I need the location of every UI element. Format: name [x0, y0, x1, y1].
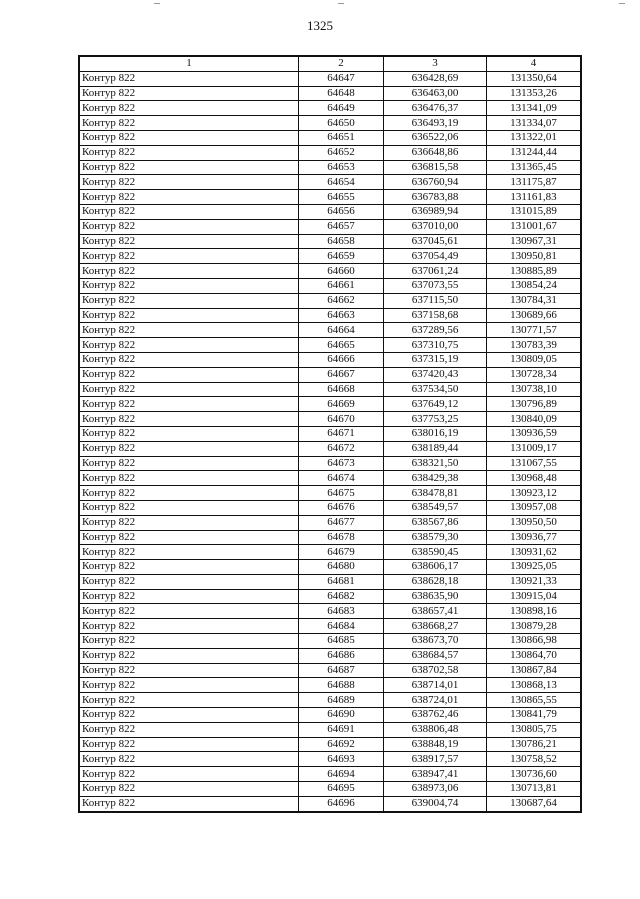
y-coordinate-cell: 131161,83: [487, 190, 582, 205]
table-row: [79, 796, 581, 811]
x-coordinate-cell: 637420,43: [384, 367, 487, 382]
contour-name-cell: Контур 822: [79, 338, 299, 353]
y-coordinate-cell: 130786,21: [487, 737, 582, 752]
y-coordinate-cell: 130805,75: [487, 722, 582, 737]
contour-name-cell: Контур 822: [79, 249, 299, 264]
y-coordinate-cell: 131365,45: [487, 160, 582, 175]
point-number-cell: 64667: [299, 367, 384, 382]
contour-name-cell: Контур 822: [79, 352, 299, 367]
contour-name-cell: Контур 822: [79, 708, 299, 723]
contour-name-cell: Контур 822: [79, 515, 299, 530]
y-coordinate-cell: 131322,01: [487, 130, 582, 145]
x-coordinate-cell: 638321,50: [384, 456, 487, 471]
contour-name-cell: Контур 822: [79, 101, 299, 116]
contour-name-cell: Контур 822: [79, 160, 299, 175]
x-coordinate-cell: 636989,94: [384, 204, 487, 219]
scan-mark: [338, 3, 344, 4]
column-header-4: 4: [487, 56, 582, 71]
y-coordinate-cell: 131015,89: [487, 204, 582, 219]
point-number-cell: 64676: [299, 500, 384, 515]
point-number-cell: 64685: [299, 634, 384, 649]
x-coordinate-cell: 638189,44: [384, 441, 487, 456]
x-coordinate-cell: 638579,30: [384, 530, 487, 545]
y-coordinate-cell: 130885,89: [487, 264, 582, 279]
table-row: [79, 560, 581, 575]
x-coordinate-cell: 637753,25: [384, 412, 487, 427]
x-coordinate-cell: 636783,88: [384, 190, 487, 205]
y-coordinate-cell: 131009,17: [487, 441, 582, 456]
y-coordinate-cell: 130771,57: [487, 323, 582, 338]
contour-name-cell: Контур 822: [79, 175, 299, 190]
table-row: [79, 145, 581, 160]
point-number-cell: 64672: [299, 441, 384, 456]
x-coordinate-cell: 638628,18: [384, 574, 487, 589]
contour-name-cell: Контур 822: [79, 456, 299, 471]
y-coordinate-cell: 130841,79: [487, 708, 582, 723]
point-number-cell: 64650: [299, 116, 384, 131]
x-coordinate-cell: 638973,06: [384, 782, 487, 797]
y-coordinate-cell: 130784,31: [487, 293, 582, 308]
point-number-cell: 64674: [299, 471, 384, 486]
point-number-cell: 64695: [299, 782, 384, 797]
point-number-cell: 64658: [299, 234, 384, 249]
table-row: [79, 367, 581, 382]
table-row: [79, 782, 581, 797]
contour-name-cell: Контур 822: [79, 278, 299, 293]
point-number-cell: 64673: [299, 456, 384, 471]
contour-name-cell: Контур 822: [79, 190, 299, 205]
table-header-row: [79, 56, 581, 71]
contour-name-cell: Контур 822: [79, 86, 299, 101]
x-coordinate-cell: 638549,57: [384, 500, 487, 515]
contour-name-cell: Контур 822: [79, 767, 299, 782]
y-coordinate-cell: 130936,59: [487, 426, 582, 441]
contour-name-cell: Контур 822: [79, 367, 299, 382]
point-number-cell: 64694: [299, 767, 384, 782]
point-number-cell: 64661: [299, 278, 384, 293]
contour-name-cell: Контур 822: [79, 737, 299, 752]
contour-name-cell: Контур 822: [79, 471, 299, 486]
contour-name-cell: Контур 822: [79, 323, 299, 338]
table-row: [79, 278, 581, 293]
point-number-cell: 64680: [299, 560, 384, 575]
x-coordinate-cell: 637045,61: [384, 234, 487, 249]
point-number-cell: 64688: [299, 678, 384, 693]
point-number-cell: 64675: [299, 486, 384, 501]
x-coordinate-cell: 638714,01: [384, 678, 487, 693]
table-row: [79, 663, 581, 678]
y-coordinate-cell: 130809,05: [487, 352, 582, 367]
table-row: [79, 767, 581, 782]
x-coordinate-cell: 638673,70: [384, 634, 487, 649]
x-coordinate-cell: 637158,68: [384, 308, 487, 323]
contour-name-cell: Контур 822: [79, 130, 299, 145]
point-number-cell: 64655: [299, 190, 384, 205]
point-number-cell: 64669: [299, 397, 384, 412]
table-row: [79, 515, 581, 530]
y-coordinate-cell: 130915,04: [487, 589, 582, 604]
contour-name-cell: Контур 822: [79, 234, 299, 249]
y-coordinate-cell: 130854,24: [487, 278, 582, 293]
x-coordinate-cell: 637310,75: [384, 338, 487, 353]
x-coordinate-cell: 638635,90: [384, 589, 487, 604]
table-row: [79, 530, 581, 545]
table-row: [79, 86, 581, 101]
table-row: [79, 500, 581, 515]
point-number-cell: 64647: [299, 71, 384, 86]
contour-name-cell: Контур 822: [79, 204, 299, 219]
x-coordinate-cell: 638684,57: [384, 648, 487, 663]
contour-name-cell: Контур 822: [79, 560, 299, 575]
table-row: [79, 648, 581, 663]
table-row: [79, 619, 581, 634]
y-coordinate-cell: 131244,44: [487, 145, 582, 160]
y-coordinate-cell: 130950,81: [487, 249, 582, 264]
contour-name-cell: Контур 822: [79, 71, 299, 86]
contour-name-cell: Контур 822: [79, 574, 299, 589]
table-row: [79, 116, 581, 131]
contour-name-cell: Контур 822: [79, 219, 299, 234]
x-coordinate-cell: 637315,19: [384, 352, 487, 367]
table-row: [79, 308, 581, 323]
point-number-cell: 64686: [299, 648, 384, 663]
point-number-cell: 64678: [299, 530, 384, 545]
point-number-cell: 64682: [299, 589, 384, 604]
table-row: [79, 737, 581, 752]
y-coordinate-cell: 130967,31: [487, 234, 582, 249]
contour-name-cell: Контур 822: [79, 752, 299, 767]
scan-mark: [154, 3, 160, 4]
x-coordinate-cell: 638606,17: [384, 560, 487, 575]
contour-name-cell: Контур 822: [79, 145, 299, 160]
contour-name-cell: Контур 822: [79, 397, 299, 412]
y-coordinate-cell: 130866,98: [487, 634, 582, 649]
point-number-cell: 64681: [299, 574, 384, 589]
table-row: [79, 130, 581, 145]
point-number-cell: 64679: [299, 545, 384, 560]
point-number-cell: 64664: [299, 323, 384, 338]
table-row: [79, 722, 581, 737]
y-coordinate-cell: 131067,55: [487, 456, 582, 471]
y-coordinate-cell: 130736,60: [487, 767, 582, 782]
coordinates-table: [78, 55, 582, 813]
x-coordinate-cell: 638657,41: [384, 604, 487, 619]
y-coordinate-cell: 130950,50: [487, 515, 582, 530]
x-coordinate-cell: 636815,58: [384, 160, 487, 175]
table-row: [79, 204, 581, 219]
point-number-cell: 64668: [299, 382, 384, 397]
table-row: [79, 589, 581, 604]
point-number-cell: 64687: [299, 663, 384, 678]
contour-name-cell: Контур 822: [79, 441, 299, 456]
x-coordinate-cell: 637534,50: [384, 382, 487, 397]
y-coordinate-cell: 130925,05: [487, 560, 582, 575]
point-number-cell: 64671: [299, 426, 384, 441]
table-row: [79, 219, 581, 234]
contour-name-cell: Контур 822: [79, 412, 299, 427]
y-coordinate-cell: 130796,89: [487, 397, 582, 412]
contour-name-cell: Контур 822: [79, 116, 299, 131]
contour-name-cell: Контур 822: [79, 486, 299, 501]
y-coordinate-cell: 130864,70: [487, 648, 582, 663]
table-row: [79, 471, 581, 486]
page-number: 1325: [307, 18, 333, 33]
x-coordinate-cell: 637061,24: [384, 264, 487, 279]
table-row: [79, 545, 581, 560]
point-number-cell: 64692: [299, 737, 384, 752]
table-row: [79, 352, 581, 367]
scan-mark: [619, 3, 625, 4]
coordinates-table-body: [79, 56, 581, 812]
y-coordinate-cell: 131353,26: [487, 86, 582, 101]
table-row: [79, 190, 581, 205]
point-number-cell: 64693: [299, 752, 384, 767]
y-coordinate-cell: 131334,07: [487, 116, 582, 131]
x-coordinate-cell: 638724,01: [384, 693, 487, 708]
x-coordinate-cell: 638848,19: [384, 737, 487, 752]
table-row: [79, 382, 581, 397]
y-coordinate-cell: 130921,33: [487, 574, 582, 589]
point-number-cell: 64691: [299, 722, 384, 737]
point-number-cell: 64670: [299, 412, 384, 427]
y-coordinate-cell: 130840,09: [487, 412, 582, 427]
contour-name-cell: Контур 822: [79, 264, 299, 279]
contour-name-cell: Контур 822: [79, 530, 299, 545]
point-number-cell: 64657: [299, 219, 384, 234]
x-coordinate-cell: 638567,86: [384, 515, 487, 530]
x-coordinate-cell: 637010,00: [384, 219, 487, 234]
contour-name-cell: Контур 822: [79, 648, 299, 663]
contour-name-cell: Контур 822: [79, 293, 299, 308]
y-coordinate-cell: 131350,64: [487, 71, 582, 86]
contour-name-cell: Контур 822: [79, 782, 299, 797]
point-number-cell: 64689: [299, 693, 384, 708]
point-number-cell: 64649: [299, 101, 384, 116]
x-coordinate-cell: 636493,19: [384, 116, 487, 131]
table-row: [79, 708, 581, 723]
table-row: [79, 397, 581, 412]
x-coordinate-cell: 638702,58: [384, 663, 487, 678]
x-coordinate-cell: 637289,56: [384, 323, 487, 338]
point-number-cell: 64651: [299, 130, 384, 145]
point-number-cell: 64662: [299, 293, 384, 308]
point-number-cell: 64665: [299, 338, 384, 353]
x-coordinate-cell: 636522,06: [384, 130, 487, 145]
point-number-cell: 64654: [299, 175, 384, 190]
table-row: [79, 160, 581, 175]
y-coordinate-cell: 131175,87: [487, 175, 582, 190]
x-coordinate-cell: 637649,12: [384, 397, 487, 412]
y-coordinate-cell: 130931,62: [487, 545, 582, 560]
contour-name-cell: Контур 822: [79, 722, 299, 737]
x-coordinate-cell: 638478,81: [384, 486, 487, 501]
y-coordinate-cell: 130968,48: [487, 471, 582, 486]
x-coordinate-cell: 638762,46: [384, 708, 487, 723]
x-coordinate-cell: 638016,19: [384, 426, 487, 441]
table-row: [79, 234, 581, 249]
x-coordinate-cell: 637115,50: [384, 293, 487, 308]
table-row: [79, 338, 581, 353]
contour-name-cell: Контур 822: [79, 589, 299, 604]
x-coordinate-cell: 638806,48: [384, 722, 487, 737]
x-coordinate-cell: 638917,57: [384, 752, 487, 767]
contour-name-cell: Контур 822: [79, 382, 299, 397]
table-row: [79, 678, 581, 693]
y-coordinate-cell: 130865,55: [487, 693, 582, 708]
table-row: [79, 426, 581, 441]
y-coordinate-cell: 131341,09: [487, 101, 582, 116]
point-number-cell: 64648: [299, 86, 384, 101]
contour-name-cell: Контур 822: [79, 663, 299, 678]
y-coordinate-cell: 130758,52: [487, 752, 582, 767]
x-coordinate-cell: 636428,69: [384, 71, 487, 86]
contour-name-cell: Контур 822: [79, 619, 299, 634]
point-number-cell: 64659: [299, 249, 384, 264]
table-row: [79, 323, 581, 338]
table-row: [79, 441, 581, 456]
y-coordinate-cell: 130957,08: [487, 500, 582, 515]
point-number-cell: 64690: [299, 708, 384, 723]
scan-marks: [0, 0, 640, 12]
y-coordinate-cell: 130783,39: [487, 338, 582, 353]
point-number-cell: 64653: [299, 160, 384, 175]
point-number-cell: 64660: [299, 264, 384, 279]
point-number-cell: 64683: [299, 604, 384, 619]
table-row: [79, 175, 581, 190]
table-row: [79, 101, 581, 116]
x-coordinate-cell: 636463,00: [384, 86, 487, 101]
y-coordinate-cell: 130936,77: [487, 530, 582, 545]
table-row: [79, 752, 581, 767]
contour-name-cell: Контур 822: [79, 693, 299, 708]
x-coordinate-cell: 636476,37: [384, 101, 487, 116]
contour-name-cell: Контур 822: [79, 634, 299, 649]
contour-name-cell: Контур 822: [79, 678, 299, 693]
x-coordinate-cell: 636760,94: [384, 175, 487, 190]
contour-name-cell: Контур 822: [79, 796, 299, 811]
y-coordinate-cell: 130898,16: [487, 604, 582, 619]
column-header-3: 3: [384, 56, 487, 71]
contour-name-cell: Контур 822: [79, 308, 299, 323]
point-number-cell: 64696: [299, 796, 384, 811]
y-coordinate-cell: 130923,12: [487, 486, 582, 501]
x-coordinate-cell: 637054,49: [384, 249, 487, 264]
y-coordinate-cell: 130687,64: [487, 796, 582, 811]
table-row: [79, 574, 581, 589]
column-header-1: 1: [79, 56, 299, 71]
x-coordinate-cell: 638947,41: [384, 767, 487, 782]
y-coordinate-cell: 130867,84: [487, 663, 582, 678]
y-coordinate-cell: 130713,81: [487, 782, 582, 797]
table-row: [79, 249, 581, 264]
x-coordinate-cell: 639004,74: [384, 796, 487, 811]
y-coordinate-cell: 130879,28: [487, 619, 582, 634]
y-coordinate-cell: 130689,66: [487, 308, 582, 323]
contour-name-cell: Контур 822: [79, 426, 299, 441]
point-number-cell: 64666: [299, 352, 384, 367]
table-row: [79, 634, 581, 649]
table-row: [79, 456, 581, 471]
point-number-cell: 64684: [299, 619, 384, 634]
y-coordinate-cell: 130728,34: [487, 367, 582, 382]
table-row: [79, 693, 581, 708]
y-coordinate-cell: 131001,67: [487, 219, 582, 234]
point-number-cell: 64677: [299, 515, 384, 530]
x-coordinate-cell: 638590,45: [384, 545, 487, 560]
table-row: [79, 604, 581, 619]
contour-name-cell: Контур 822: [79, 604, 299, 619]
contour-name-cell: Контур 822: [79, 545, 299, 560]
table-row: [79, 71, 581, 86]
table-row: [79, 486, 581, 501]
contour-name-cell: Контур 822: [79, 500, 299, 515]
x-coordinate-cell: 636648,86: [384, 145, 487, 160]
y-coordinate-cell: 130868,13: [487, 678, 582, 693]
column-header-2: 2: [299, 56, 384, 71]
x-coordinate-cell: 638429,38: [384, 471, 487, 486]
table-row: [79, 412, 581, 427]
x-coordinate-cell: 637073,55: [384, 278, 487, 293]
point-number-cell: 64656: [299, 204, 384, 219]
x-coordinate-cell: 638668,27: [384, 619, 487, 634]
table-row: [79, 264, 581, 279]
point-number-cell: 64652: [299, 145, 384, 160]
y-coordinate-cell: 130738,10: [487, 382, 582, 397]
table-row: [79, 293, 581, 308]
point-number-cell: 64663: [299, 308, 384, 323]
